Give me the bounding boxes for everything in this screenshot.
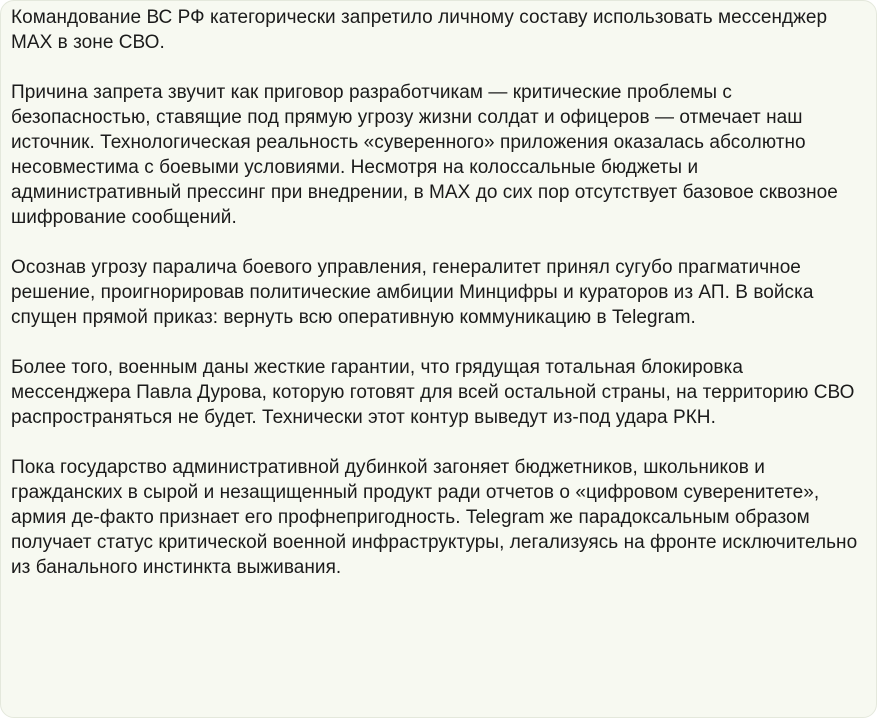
post-paragraph-5: Пока государство административной дубинкой загоняет бюджетников, школьников и гражданских в сырой и незащищенный продукт ради отчетов о «цифровом суверенитете», армия де-факто признает его профнепригодность. Telegram же парадоксальным образом получает статус критической военной инфраструктуры, легализуясь на фронте исключительно из банального инстинкта выживания. [11, 457, 858, 578]
post-paragraph-1: Командование ВС РФ категорически запретило личному составу использовать мессенджер МАХ в зоне СВО. [11, 7, 828, 53]
post-paragraph-2: Причина запрета звучит как приговор разработчикам — критические проблемы с безопасностью, ставящие под прямую угрозу жизни солдат и офицеров — отмечает наш источник. Технологическая реальность «суверенного» приложения оказалась абсолютно несовместима с боевыми условиями. Несмотря на колоссальные бюджеты и административный прессинг при внедрении, в МАХ до сих пор отсутствует базовое сквозное шифрование сообщений. [11, 82, 838, 228]
post-paragraph-3: Осознав угрозу паралича боевого управления, генералитет принял сугубо прагматичное решение, проигнорировав политические амбиции Минцифры и кураторов из АП. В войска спущен прямой приказ: вернуть всю оперативную коммуникацию в Telegram. [11, 257, 814, 328]
post-paragraph-4: Более того, военным даны жесткие гарантии, что грядущая тотальная блокировка мессенджера Павла Дурова, которую готовят для всей остальной страны, на территорию СВО распространяться не будет. Технически этот контур выведут из-под удара РКН. [11, 357, 855, 428]
